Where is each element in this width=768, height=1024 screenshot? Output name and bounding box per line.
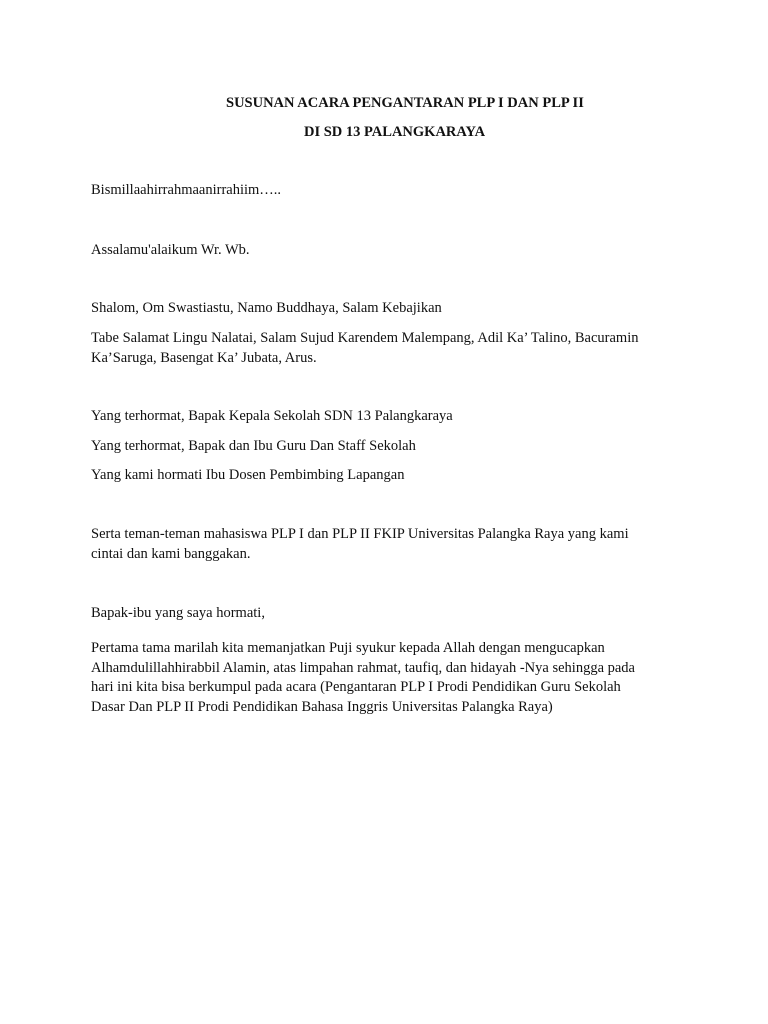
body-line-2: Alhamdulillahhirabbil Alamin, atas limpahan rahmat, taufiq, dan hidayah -Nya sehingga pada — [91, 659, 635, 676]
greeting-principal: Yang terhormat, Bapak Kepala Sekolah SDN 13 Palangkaraya — [91, 408, 453, 424]
opening-salam: Assalamu'alaikum Wr. Wb. — [91, 242, 250, 258]
body-line-1: Pertama tama marilah kita memanjatkan Puji syukur kepada Allah dengan mengucapkan — [91, 640, 605, 656]
greeting-teachers: Yang terhormat, Bapak dan Ibu Guru Dan Staff Sekolah — [91, 438, 416, 454]
address-audience: Bapak-ibu yang saya hormati, — [91, 605, 265, 621]
body-paragraph — [91, 639, 681, 717]
greeting-students — [91, 525, 681, 564]
document-title-line-2: DI SD 13 PALANGKARAYA — [304, 124, 486, 140]
document-title-line-1: SUSUNAN ACARA PENGANTARAN PLP I DAN PLP II — [226, 95, 584, 111]
regional-greeting — [91, 329, 681, 368]
interfaith-greeting: Shalom, Om Swastiastu, Namo Buddhaya, Salam Kebajikan — [91, 300, 442, 316]
body-line-3: hari ini kita bisa berkumpul pada acara (Pengantaran PLP I Prodi Pendidikan Guru Sekolah — [91, 679, 621, 695]
regional-greeting-line-1: Tabe Salamat Lingu Nalatai, Salam Sujud Karendem Malempang, Adil Ka’ Talino, Bacuramin — [91, 330, 639, 346]
greeting-students-line-1: Serta teman-teman mahasiswa PLP I dan PLP II FKIP Universitas Palangka Raya yang kami — [91, 526, 629, 542]
greeting-lecturer: Yang kami hormati Ibu Dosen Pembimbing Lapangan — [91, 467, 405, 483]
regional-greeting-line-2: Ka’Saruga, Basengat Ka’ Jubata, Arus. — [91, 349, 317, 366]
greeting-students-line-2: cintai dan kami banggakan. — [91, 545, 251, 562]
opening-basmalah: Bismillaahirrahmaanirrahiim….. — [91, 182, 282, 198]
body-line-4: Dasar Dan PLP II Prodi Pendidikan Bahasa Inggris Universitas Palangka Raya) — [91, 698, 553, 715]
